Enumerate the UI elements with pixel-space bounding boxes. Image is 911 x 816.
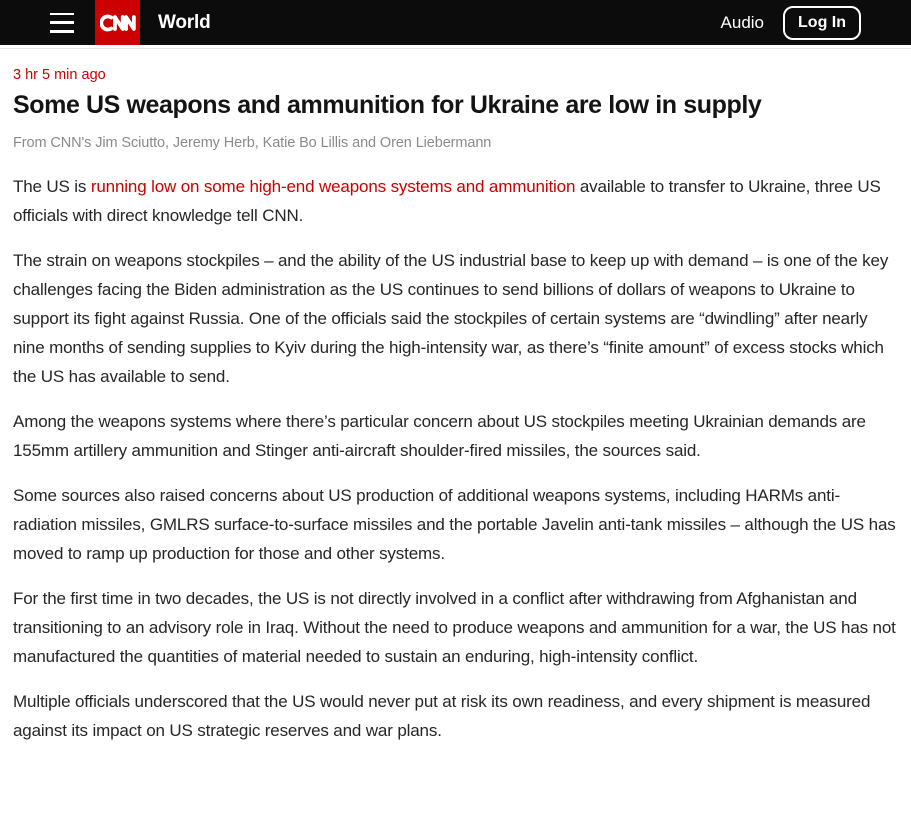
paragraph: The strain on weapons stockpiles – and the ability of the US industrial base to keep up with demand – is one of the key challenges facing the Biden administration as the US continues to send billions of dollars of weapons to Ukraine to support its fight against Russia. One of the officials said the stockpiles of certain systems are “dwindling” after nearly nine months of sending supplies to Kyiv during the high-intensity war, as there’s “finite amount” of excess stocks which the US has available to send. [13,250,889,386]
article-headline: Some US weapons and ammunition for Ukraine are low in supply [13,91,762,119]
paragraph-lead [13,172,898,230]
paragraph: Among the weapons systems where there’s particular concern about US stockpiles meeting Ukrainian demands are 155mm artillery ammunition and Stinger anti-aircraft shoulder-fired missiles, the sources said. [13,411,866,460]
article-timestamp: 3 hr 5 min ago [13,67,106,83]
lead-text-pre: The US is [13,176,91,196]
top-navigation-bar [0,0,911,45]
section-title-world[interactable]: World [158,11,211,33]
lead-text-post: available to transfer to Ukraine, three US officials with direct knowledge tell CNN. [13,176,881,225]
cnn-logo[interactable] [95,0,140,45]
article [0,67,911,745]
paragraph: Multiple officials underscored that the US would never put at risk its own readiness, and every shipment is measured against its impact on US strategic reserves and war plans. [13,691,871,740]
article-byline: From CNN's Jim Sciutto, Jeremy Herb, Katie Bo Lillis and Oren Liebermann [13,134,492,151]
menu-icon[interactable] [50,13,74,33]
article-body [13,172,898,745]
paragraph: Some sources also raised concerns about US production of additional weapons systems, including HARMs anti-radiation missiles, GMLRS surface-to-surface missiles and the portable Javelin anti-tank missiles – although the US has moved to ramp up production for those and other systems. [13,485,896,563]
inline-article-link[interactable]: running low on some high-end weapons systems and ammunition [90,176,576,196]
cnn-logo-icon [100,12,136,34]
login-button[interactable]: Log In [783,6,861,40]
audio-link[interactable]: Audio [720,12,765,32]
paragraph: For the first time in two decades, the US is not directly involved in a conflict after withdrawing from Afghanistan and transitioning to an advisory role in Iraq. Without the need to produce weapons and ammunition for a war, the US has not manufactured the quantities of material needed to sustain an enduring, high-intensity conflict. [13,588,896,666]
